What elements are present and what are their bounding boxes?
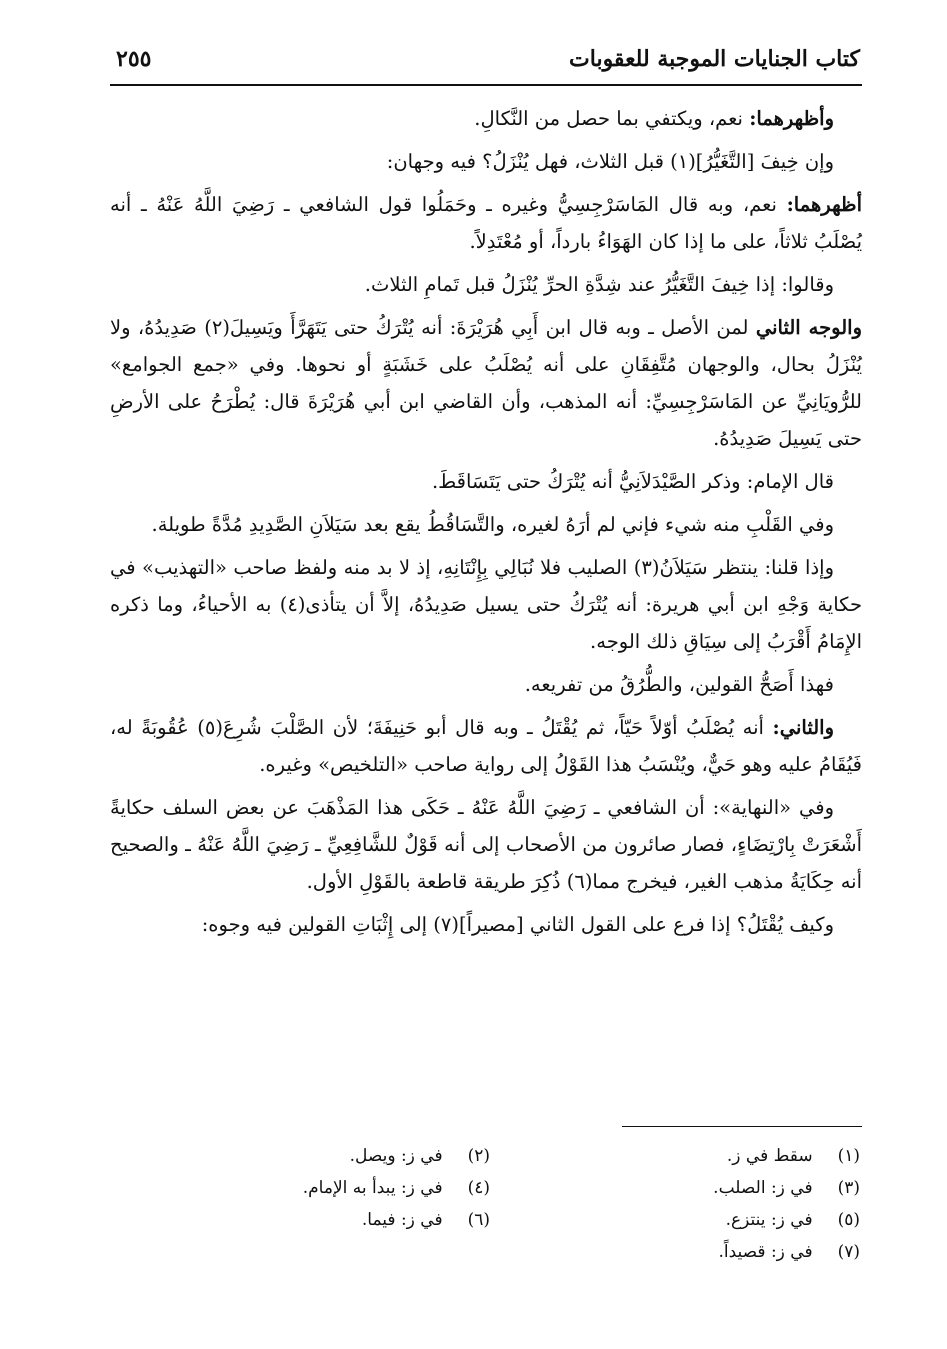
footnote-number: (١) <box>837 1146 860 1166</box>
footnote <box>490 1172 862 1204</box>
paragraph-text: أنه يُصْلَبُ أوّلاً حَيّاً، ثم يُقْتَلُ ـ وبه قال أبو حَنِيفَةَ؛ لأن الصَّلْبَ شُرِعَ(٥) عُقُوبَةً له، فَيُقَامُ عليه وهو حَيٌّ، ويُنْسَبُ هذا القَوْلُ إلى رواية صاحب «التلخيص» وغيره. <box>110 716 862 776</box>
footnote <box>490 1236 862 1268</box>
paragraph-text: وإن خِيفَ [التَّغَيُّرُ](١) قبل الثلاث، فهل يُنْزَلُ؟ فيه وجهان: <box>386 150 834 173</box>
footnote-text: في ز: ويصل. <box>349 1146 443 1166</box>
main-text <box>110 100 862 943</box>
paragraph-lead: والوجه الثاني <box>755 316 863 339</box>
paragraph-lead: وأظهرهما: <box>749 107 834 130</box>
footnote-number: (٦) <box>467 1210 490 1230</box>
book-page <box>110 40 862 1330</box>
running-title: كتاب الجنايات الموجبة للعقوبات <box>569 46 860 72</box>
footnote-number: (٢) <box>467 1146 490 1166</box>
footnotes <box>110 1140 862 1268</box>
footnote <box>120 1140 490 1172</box>
paragraph <box>110 143 862 180</box>
paragraph <box>110 506 862 543</box>
paragraph-text: لمن الأصل ـ وبه قال ابن أَبِي هُرَيْرَةَ: أنه يُتْرَكُ حتى يَتَهَرَّأَ ويَسِيلَ(٢) صَدِيدُهُ، ولا يُنْزَلُ بحال، والوجهان مُتَّفِقَانِ على أنه يُصْلَبُ على خَشَبَةٍ أو نحوها. وفي «جمع الجوامع» للرُّويَانِيِّ عن المَاسَرْجِسِيِّ: أنه المذهب، وأن القاضي ابن أبي هُرَيْرَةَ قال: يُطْرَحُ على الأرضِ حتى يَسِيلَ صَدِيدُهُ. <box>110 316 862 450</box>
footnote-number: (٤) <box>467 1178 490 1198</box>
paragraph <box>110 309 862 457</box>
footnote-text: في ز: الصلب. <box>713 1178 813 1198</box>
paragraph <box>110 666 862 703</box>
page-number: ٢٥٥ <box>116 46 152 72</box>
paragraph-text: نعم، وبه قال المَاسَرْجِسِيُّ وغيره ـ وحَمَلُوا قول الشافعي ـ رَضِيَ اللَّهُ عَنْهُ ـ أنه يُصْلَبُ ثلاثاً، على ما إذا كان الهَوَاءُ بارداً، أو مُعْتَدِلاً. <box>110 193 862 253</box>
paragraph <box>110 789 862 900</box>
paragraph <box>110 100 862 137</box>
paragraph-text: وكيف يُقْتَلُ؟ إذا فرع على القول الثاني [مصيراً](٧) إلى إِثْبَاتِ القولين فيه وجوه: <box>201 913 834 936</box>
footnote-text: في ز: فيما. <box>361 1210 443 1230</box>
footnote-divider <box>622 1126 862 1127</box>
paragraph-lead: والثاني: <box>772 716 834 739</box>
footnote <box>490 1140 862 1172</box>
footnote-text: سقط في ز. <box>726 1146 813 1166</box>
footnote-number: (٣) <box>837 1178 860 1198</box>
paragraph <box>110 549 862 660</box>
paragraph <box>110 186 862 260</box>
footnote <box>490 1204 862 1236</box>
footnote-text: في ز: قصيداً. <box>718 1242 813 1262</box>
paragraph-text: نعم، ويكتفي بما حصل من النَّكالِ. <box>474 107 750 130</box>
footnote-row <box>110 1204 862 1236</box>
paragraph-text: فهذا أَصَحُّ القولين، والطُّرُقُ من تفريعه. <box>524 673 834 696</box>
paragraph <box>110 709 862 783</box>
paragraph <box>110 463 862 500</box>
paragraph-text: وفي القَلْبِ منه شيء فإني لم أرَهُ لغيره، والتَّسَاقُطُ يقع بعد سَيَلاَنِ الصَّدِيدِ مُدَّةً طويلة. <box>151 513 834 536</box>
footnote-row <box>110 1140 862 1172</box>
paragraph-text: وإذا قلنا: ينتظر سَيَلاَنُ(٣) الصليب فلا نُبَالِي بِإِنْتَانِهِ، إذ لا بد منه ولفظ صاحب «التهذيب» في حكاية وَجْهِ ابن أبي هريرة: أنه يُتْرَكُ حتى يسيل صَدِيدُهُ، إلاَّ أن يتأذى(٤) به الأحياءُ، وما ذكره الإِمَامُ أَقْرَبُ إلى سِيَاقِ ذلك الوجه. <box>110 556 862 653</box>
footnote-number: (٥) <box>837 1210 860 1230</box>
paragraph-text: قال الإمام: وذكر الصَّيْدَلاَنِيُّ أنه يُتْرَكُ حتى يَتَسَاقَطَ. <box>431 470 834 493</box>
footnote <box>120 1172 490 1204</box>
footnote <box>120 1204 490 1236</box>
footnote-text: في ز: يبدأ به الإمام. <box>302 1178 443 1198</box>
paragraph-lead: أظهرهما: <box>786 193 862 216</box>
paragraph-text: وقالوا: إذا خِيفَ التَّغَيُّرُ عند شِدَّةِ الحرِّ يُنْزَلُ قبل تَمامِ الثلاث. <box>364 273 834 296</box>
footnote-number: (٧) <box>837 1242 860 1262</box>
paragraph-text: وفي «النهاية»: أن الشافعي ـ رَضِيَ اللَّهُ عَنْهُ ـ حَكَى هذا المَذْهَبَ عن بعض السلف حكايةً أَشْعَرَتْ بِارْتِضَاءٍ، فصار صائرون من الأصحاب إلى أنه قَوْلٌ للشَّافِعِيِّ ـ رَضِيَ اللَّهُ عَنْهُ ـ والصحيح أنه حِكَايَةُ مذهب الغير، فيخرج مما(٦) ذُكِرَ طريقة قاطعة بالقَوْلِ الأول. <box>110 796 862 893</box>
paragraph <box>110 266 862 303</box>
paragraph <box>110 906 862 943</box>
page-header <box>110 40 862 86</box>
footnote <box>120 1236 490 1268</box>
footnote-row <box>110 1172 862 1204</box>
footnote-row <box>110 1236 862 1268</box>
footnote-text: في ز: ينتزع. <box>725 1210 813 1230</box>
